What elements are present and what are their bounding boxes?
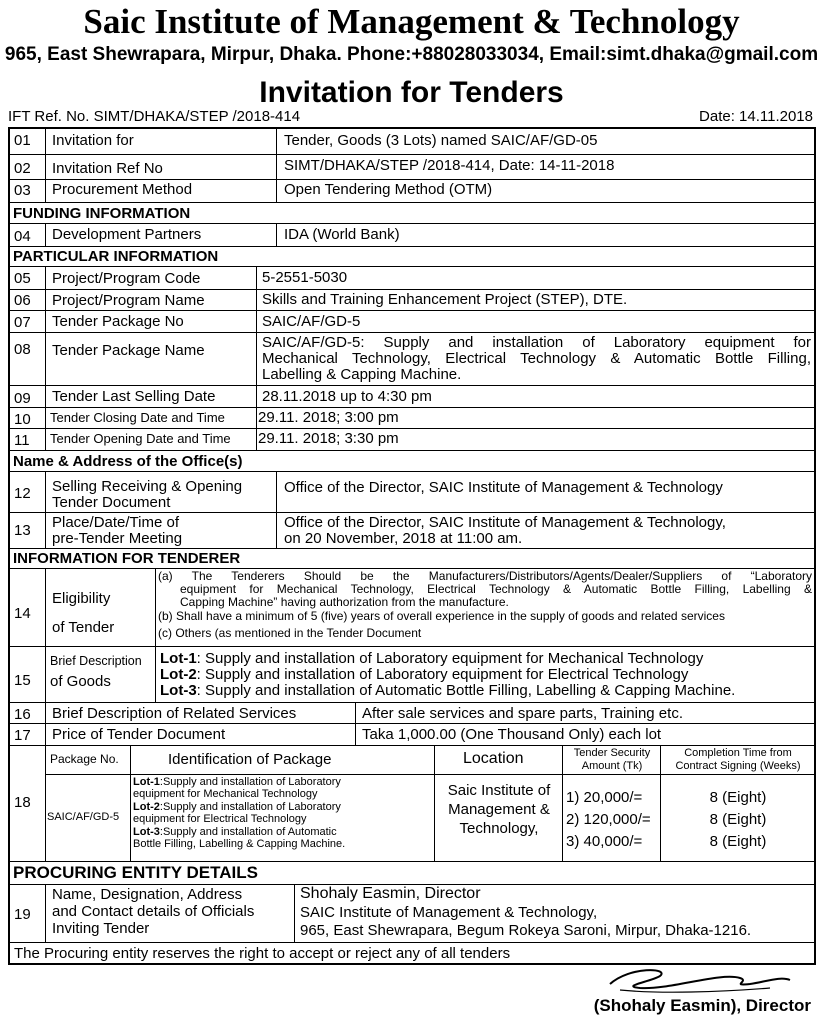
lot-desc: equipment for Electrical Technology [133,813,307,825]
row-number: 16 [14,706,31,723]
row-label: Invitation Ref No [52,160,163,177]
row-value: Open Tendering Method (OTM) [284,181,493,198]
funding-heading: FUNDING INFORMATION [13,205,191,222]
lot-desc: :Supply and installation of Laboratory [159,776,341,788]
signatory-name: (Shohaly Easmin), Director [593,996,811,1015]
signature-scribble [600,962,800,998]
eligibility-a: equipment for Mechanical Technology, Electrical Technology & Automatic Bottle Filling, Labelling & [180,582,812,596]
row-value: Shohaly Easmin, Director [300,885,481,902]
col-header-security: Tender Security [573,747,651,759]
col-header-identification: Identification of Package [168,751,332,768]
row-value: Skills and Training Enhancement Project (STEP), DTE. [262,291,628,308]
row-number: 12 [14,485,31,502]
row-label: Tender Closing Date and Time [50,410,225,425]
completion-time: 8 (Eight) [709,789,767,806]
lot-tag: Lot-2 [133,801,160,813]
row-number: 14 [14,605,31,622]
row-label: pre-Tender Meeting [52,530,183,547]
row-number: 15 [14,672,31,689]
row-value: 29.11. 2018; 3:00 pm [258,409,399,426]
security-amount: 1) 20,000/= [566,789,643,806]
row-number: 05 [14,270,31,287]
col-header-location: Location [463,750,524,767]
row-number: 04 [14,228,31,245]
row-label: Project/Program Name [52,292,205,309]
row-label: Tender Opening Date and Time [50,431,231,446]
row-label: Project/Program Code [52,270,201,287]
row-number: 09 [14,390,31,407]
row-label: Selling Receiving & Opening [52,478,243,495]
row-label: Procurement Method [52,181,193,198]
row-label: Tender Document [52,494,171,511]
row-label: Tender Last Selling Date [52,388,216,405]
row-value: Taka 1,000.00 (One Thousand Only) each lot [362,726,662,743]
location-value: Saic Institute of [447,782,551,799]
security-amount: 3) 40,000/= [566,833,643,850]
row-number: 11 [14,432,30,449]
lot-desc: : Supply and installation of Laboratory equipment for Mechanical Technology [196,650,704,667]
procuring-heading: PROCURING ENTITY DETAILS [13,863,258,882]
row-number: 19 [14,906,31,923]
ift-ref: IFT Ref. No. SIMT/DHAKA/STEP /2018-414 [8,108,301,125]
row-label: Tender Package No [52,313,184,330]
row-value: Mechanical Technology, Electrical Technology & Automatic Bottle Filling, [262,350,811,367]
row-value: 5-2551-5030 [262,269,348,286]
lot-desc: :Supply and installation of Laboratory [159,801,341,813]
row-number: 13 [14,522,31,539]
eligibility-a: (a) The Tenderers Should be the Manufacturers/Distributors/Agents/Dealer/Suppliers of “Laboratory [158,569,812,583]
lot-tag: Lot-1 [133,776,160,788]
particular-heading: PARTICULAR INFORMATION [13,248,219,265]
institute-name: Saic Institute of Management & Technology [83,2,740,41]
row-label: and Contact details of Officials [52,903,255,920]
row-number: 02 [14,160,31,177]
office-heading: Name & Address of the Office(s) [13,453,243,470]
lot-desc: : Supply and installation of Automatic Bottle Filling, Labelling & Capping Machine. [196,682,736,699]
ift-date: Date: 14.11.2018 [699,108,813,125]
row-value: Office of the Director, SAIC Institute of Management & Technology [284,479,723,496]
row-value: 29.11. 2018; 3:30 pm [258,430,399,447]
lot-desc: Bottle Filling, Labelling & Capping Machine. [133,838,346,850]
completion-time: 8 (Eight) [709,833,767,850]
col-header-package: Package No. [50,752,119,766]
row-label: Inviting Tender [52,920,150,937]
row-label: Name, Designation, Address [52,886,243,903]
lot-desc: equipment for Mechanical Technology [133,788,318,800]
eligibility-a: Capping Machine” having authorization from the manufacture. [180,595,509,609]
lot-tag: Lot-3 [133,826,160,838]
tenderer-heading: INFORMATION FOR TENDERER [13,550,241,567]
col-header-security: Amount (Tk) [581,760,643,772]
lot-tag: Lot-1 [160,650,197,667]
row-value: IDA (World Bank) [284,226,400,243]
lot-tag: Lot-2 [160,666,197,683]
eligibility-c: (c) Others (as mentioned in the Tender Document [158,626,422,640]
row-label: Brief Description of Related Services [52,705,297,722]
row-value: Office of the Director, SAIC Institute of Management & Technology, [284,514,726,531]
security-amount: 2) 120,000/= [566,811,651,828]
eligibility-b: (b) Shall have a minimum of 5 (five) years of overall experience in the supply of goods and related services [158,609,725,623]
location-value: Management & [448,801,550,818]
row-number: 06 [14,292,31,309]
col-header-completion: Completion Time from [684,747,792,759]
row-value: Labelling & Capping Machine. [262,366,462,383]
row-label: Brief Description [50,654,142,668]
row-label: Eligibility [52,590,111,607]
col-header-completion: Contract Signing (Weeks) [675,760,801,772]
row-label: Development Partners [52,226,202,243]
row-value: After sale services and spare parts, Training etc. [362,705,683,722]
row-label: of Goods [50,673,111,690]
lot-desc: :Supply and installation of Automatic [159,826,337,838]
footer-note: The Procuring entity reserves the right to accept or reject any of all tenders [14,945,511,962]
row-value: SAIC/AF/GD-5: Supply and installation of Laboratory equipment for [262,334,811,351]
row-number: 17 [14,727,31,744]
row-number: 10 [14,411,31,428]
row-label: Price of Tender Document [52,726,226,743]
row-number: 01 [14,132,31,149]
lot-tag: Lot-3 [160,682,197,699]
row-number: 07 [14,314,31,331]
row-value: SAIC Institute of Management & Technology, [300,904,598,921]
row-value: SIMT/DHAKA/STEP /2018-414, Date: 14-11-2018 [284,157,615,174]
row-number: 03 [14,182,31,199]
location-value: Technology, [459,820,539,837]
address-line: 965, East Shewrapara, Mirpur, Dhaka. Phone:+88028033034, Email:simt.dhaka@gmail.com [4,44,819,65]
row-number: 08 [14,341,31,358]
row-value: Tender, Goods (3 Lots) named SAIC/AF/GD-05 [284,132,598,149]
package-no: SAIC/AF/GD-5 [47,811,120,823]
row-value: on 20 November, 2018 at 11:00 am. [284,530,523,547]
lot-desc: : Supply and installation of Laboratory equipment for Electrical Technology [196,666,689,683]
page-title: Invitation for Tenders [259,76,564,109]
row-label: of Tender [52,619,115,636]
row-value: 965, East Shewrapara, Begum Rokeya Saroni, Mirpur, Dhaka-1216. [300,922,752,939]
row-label: Invitation for [52,132,134,149]
completion-time: 8 (Eight) [709,811,767,828]
row-value: 28.11.2018 up to 4:30 pm [262,388,432,405]
row-label: Place/Date/Time of [52,514,179,531]
row-value: SAIC/AF/GD-5 [262,313,361,330]
row-label: Tender Package Name [52,342,205,359]
row-number: 18 [14,794,31,811]
